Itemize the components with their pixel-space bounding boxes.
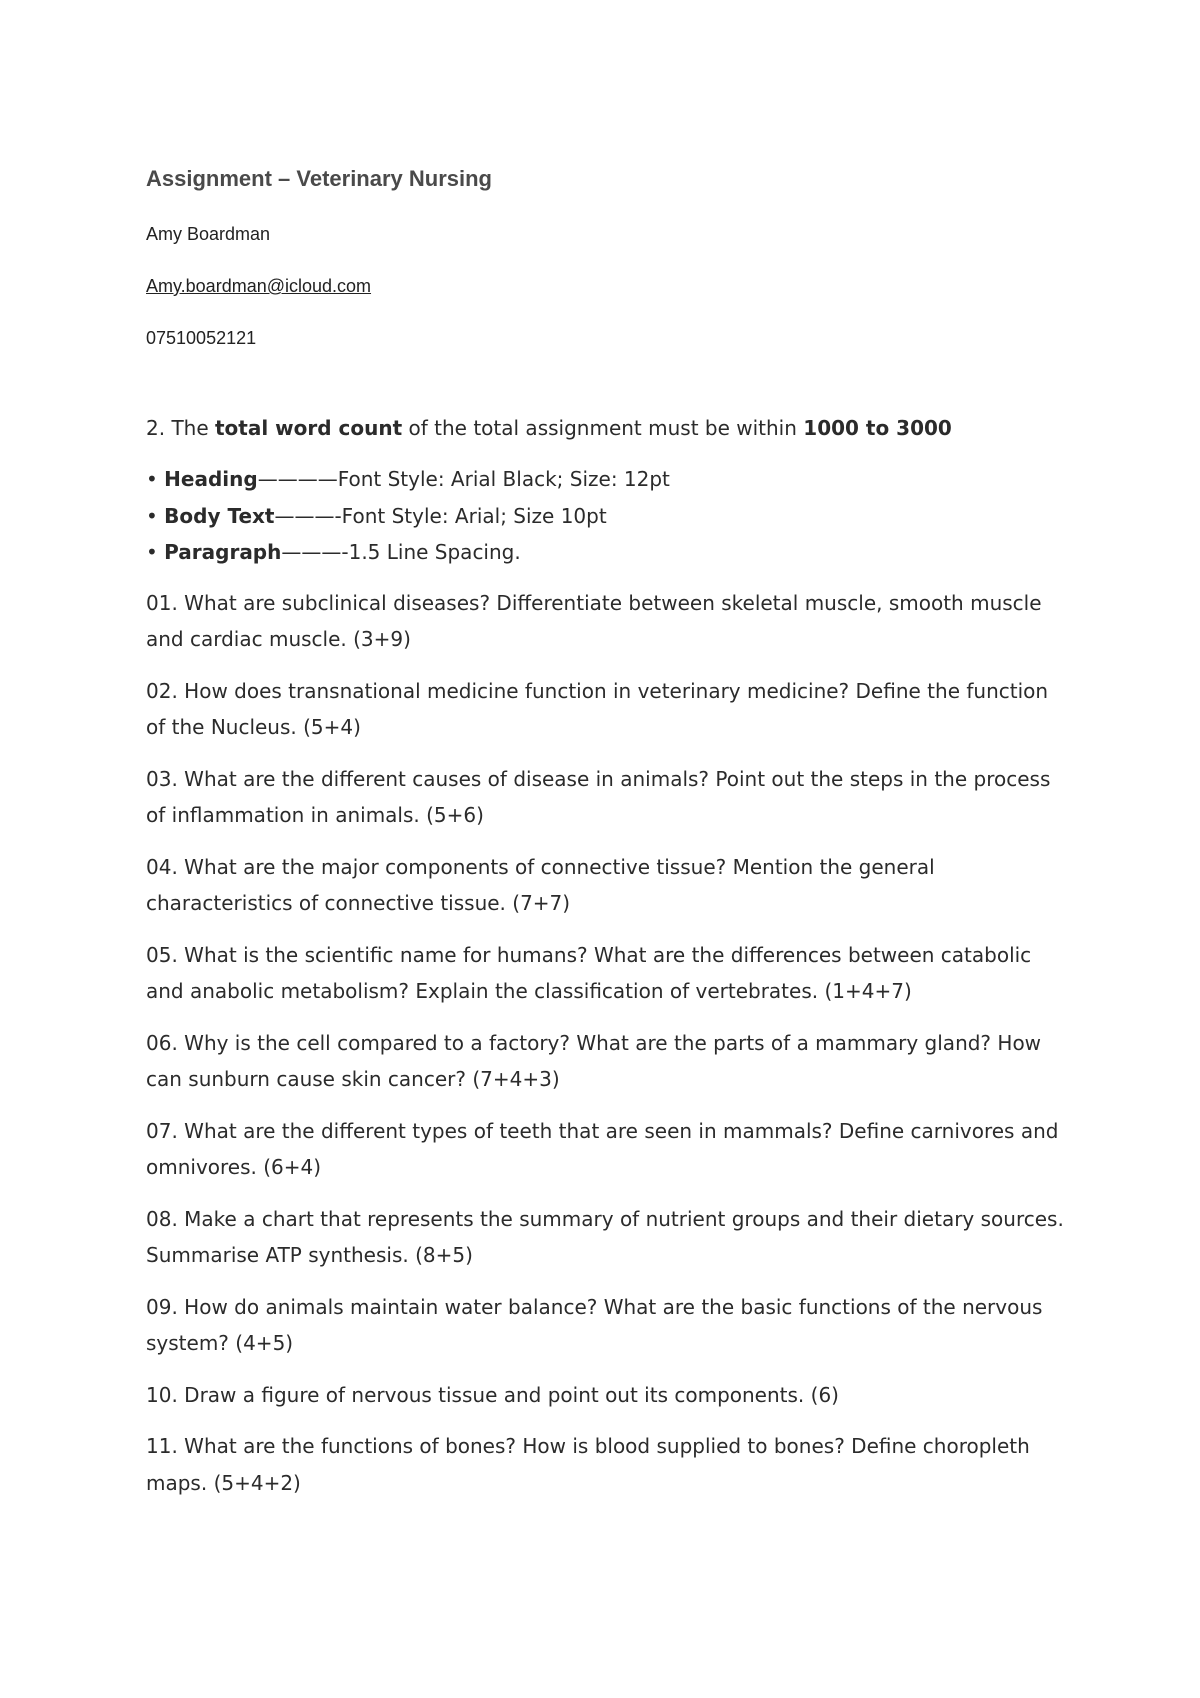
- question-05: 05. What is the scientific name for humans? What are the differences between catabolic and anabolic metabolism? Explain the classification of vertebrates. (1+4+7): [146, 942, 1032, 1003]
- formatting-text: ———-1.5 Line Spacing.: [281, 540, 521, 564]
- assignment-body: [146, 410, 1066, 1516]
- formatting-label: Heading: [164, 467, 258, 491]
- question-10: 10. Draw a figure of nervous tissue and point out its components. (6): [146, 1382, 839, 1407]
- formatting-label: Paragraph: [164, 540, 282, 564]
- question-06: 06. Why is the cell compared to a factory? What are the parts of a mammary gland? How can sunburn cause skin cancer? (7+4+3): [146, 1030, 1042, 1091]
- question-09: 09. How do animals maintain water balance? What are the basic functions of the nervous system? (4+5): [146, 1294, 1043, 1355]
- formatting-item-paragraph: [146, 534, 1066, 571]
- intro-bold-word-count: total word count: [215, 416, 403, 440]
- author-phone: 07510052121: [146, 328, 257, 348]
- question-11: 11. What are the functions of bones? How is blood supplied to bones? Define choropleth maps. (5+4+2): [146, 1434, 1030, 1495]
- intro-bold-range: 1000 to 3000: [803, 416, 952, 440]
- formatting-text: ———-Font Style: Arial; Size 10pt: [274, 503, 607, 528]
- word-count-requirement: [146, 410, 1066, 446]
- intro-middle: of the total assignment must be within: [402, 416, 804, 440]
- bullet-marker: •: [146, 467, 165, 491]
- question-03: 03. What are the different causes of disease in animals? Point out the steps in the process of inflammation in animals. (5+6): [146, 766, 1051, 827]
- bullet-marker: •: [146, 540, 165, 564]
- question-07: 07. What are the different types of teeth that are seen in mammals? Define carnivores and omnivores. (6+4): [146, 1118, 1059, 1179]
- author-name: Amy Boardman: [146, 224, 271, 244]
- bullet-marker: •: [146, 503, 165, 528]
- question-02: 02. How does transnational medicine function in veterinary medicine? Define the function of the Nucleus. (5+4): [146, 678, 1049, 739]
- question-01: 01. What are subclinical diseases? Differentiate between skeletal muscle, smooth muscle and cardiac muscle. (3+9): [146, 590, 1042, 651]
- formatting-label: Body Text: [164, 503, 275, 528]
- question-04: 04. What are the major components of connective tissue? Mention the general characteristics of connective tissue. (7+7): [146, 854, 935, 915]
- document-title: Assignment – Veterinary Nursing: [146, 166, 492, 191]
- formatting-list: [146, 461, 1066, 571]
- author-email-link[interactable]: Amy.boardman@icloud.com: [146, 276, 372, 296]
- question-08: 08. Make a chart that represents the summary of nutrient groups and their dietary sources. Summarise ATP synthesis. (8+5): [146, 1206, 1064, 1267]
- formatting-text: ————Font Style: Arial Black; Size: 12pt: [257, 467, 670, 491]
- intro-prefix: 2. The: [146, 416, 215, 440]
- formatting-item-body-text: [146, 498, 1066, 535]
- formatting-item-heading: [146, 461, 1066, 498]
